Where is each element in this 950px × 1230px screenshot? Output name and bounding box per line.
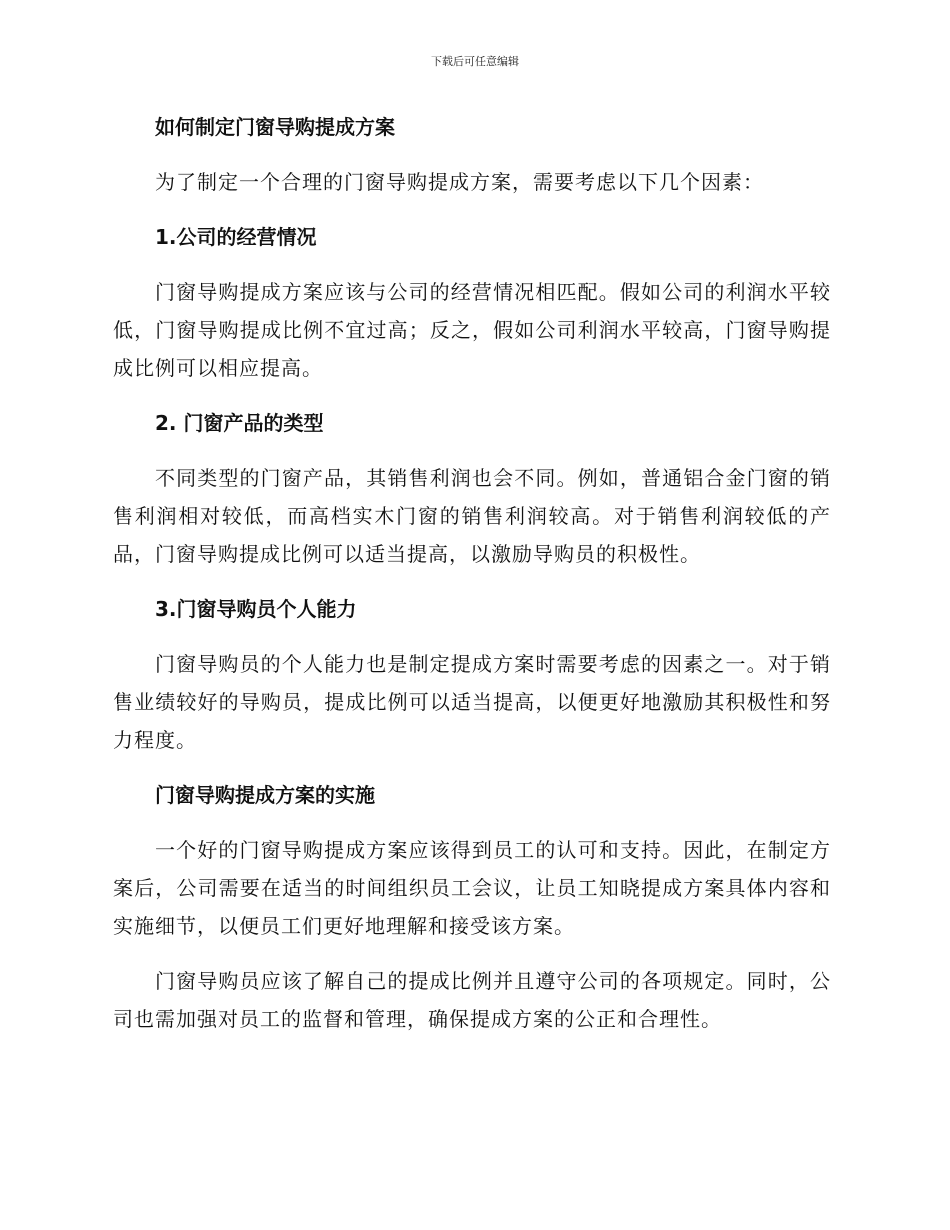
section-3-heading: 3.门窗导购员个人能力 xyxy=(155,597,357,621)
section-1-paragraph: 门窗导购提成方案应该与公司的经营情况相匹配。假如公司的利润水平较低，门窗导购提成比例不宜过高；反之，假如公司利润水平较高，门窗导购提成比例可以相应提高。 xyxy=(113,280,831,380)
section-4-paragraph-1: 一个好的门窗导购提成方案应该得到员工的认可和支持。因此，在制定方案后，公司需要在适当的时间组织员工会议，让员工知晓提成方案具体内容和实施细节，以便员工们更好地理解和接受该方案。 xyxy=(113,838,831,938)
section-4-paragraph-2: 门窗导购员应该了解自己的提成比例并且遵守公司的各项规定。同时，公司也需加强对员工的监督和管理，确保提成方案的公正和合理性。 xyxy=(113,969,831,1031)
page-header: 下载后可任意编辑 xyxy=(431,55,519,68)
document-body xyxy=(113,108,831,1038)
section-2-heading: 2. 门窗产品的类型 xyxy=(155,411,324,435)
section-3-paragraph: 门窗导购员的个人能力也是制定提成方案时需要考虑的因素之一。对于销售业绩较好的导购员，提成比例可以适当提高，以便更好地激励其积极性和努力程度。 xyxy=(113,652,831,752)
section-2-paragraph: 不同类型的门窗产品，其销售利润也会不同。例如，普通铝合金门窗的销售利润相对较低，而高档实木门窗的销售利润较高。对于销售利润较低的产品，门窗导购提成比例可以适当提高，以激励导购员的积极性。 xyxy=(113,466,831,566)
document-title: 如何制定门窗导购提成方案 xyxy=(155,115,395,139)
intro-paragraph: 为了制定一个合理的门窗导购提成方案，需要考虑以下几个因素： xyxy=(155,170,764,194)
section-1-heading: 1.公司的经营情况 xyxy=(155,225,317,249)
section-4-heading: 门窗导购提成方案的实施 xyxy=(155,783,375,807)
